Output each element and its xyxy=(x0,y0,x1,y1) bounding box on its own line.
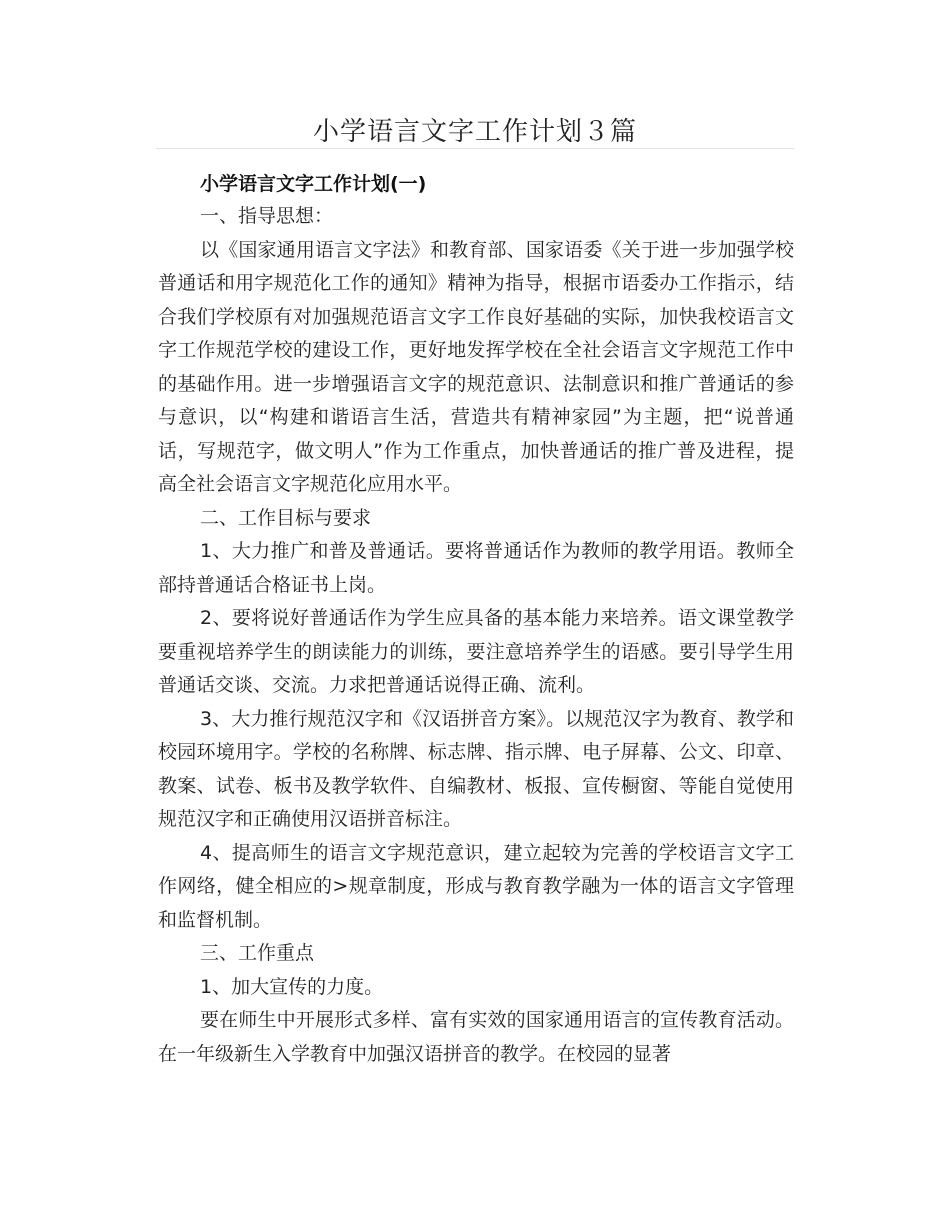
document-body xyxy=(158,168,794,1071)
heading-guiding-ideology: 一、指导思想： xyxy=(200,205,334,227)
paragraph-goal-1: 1、大力推广和普及普通话。要将普通话作为教师的教学用语。教师全部持普通话合格证书上岗。 xyxy=(158,540,794,596)
heading-goals-requirements: 二、工作目标与要求 xyxy=(200,506,372,529)
paragraph-focus-1-heading: 1、加大宣传的力度。 xyxy=(200,975,384,998)
heading-work-focus: 三、工作重点 xyxy=(200,942,315,964)
paragraph-focus-1-body: 要在师生中开展形式多样、富有实效的国家通用语言的宣传教育活动。在一年级新生入学教育中加强汉语拼音的教学。在校园的显著 xyxy=(158,1009,794,1065)
paragraph-goal-3: 3、大力推行规范汉字和《汉语拼音方案》。以规范汉字为教育、教学和校园环境用字。学校的名称牌、标志牌、指示牌、电子屏幕、公文、印章、教案、试卷、板书及教学软件、自编教材、板报、宣传橱窗、等能自觉使用规范汉字和正确使用汉语拼音标注。 xyxy=(158,707,794,830)
paragraph-goal-4: 4、提高师生的语言文字规范意识，建立起较为完善的学校语言文字工作网络，健全相应的>规章制度，形成与教育教学融为一体的语言文字管理和监督机制。 xyxy=(158,841,794,931)
paragraph-guiding-ideology: 以《国家通用语言文字法》和教育部、国家语委《关于进一步加强学校普通话和用字规范化工作的通知》精神为指导，根据市语委办工作指示，结合我们学校原有对加强规范语言文字工作良好基础的实际，加快我校语言文字工作规范学校的建设工作，更好地发挥学校在全社会语言文字规范工作中的基础作用。进一步增强语言文字的规范意识、法制意识和推广普通话的参与意识，以“构建和谐语言生活，营造共有精神家园”为主题，把“说普通话，写规范字，做文明人”作为工作重点，加快普通话的推广普及进程，提高全社会语言文字规范化应用水平。 xyxy=(158,238,794,495)
section-heading: 小学语言文字工作计划(一) xyxy=(200,173,427,195)
document-title: 小学语言文字工作计划３篇 xyxy=(312,117,637,147)
paragraph-goal-2: 2、要将说好普通话作为学生应具备的基本能力来培养。语文课堂教学要重视培养学生的朗读能力的训练，要注意培养学生的语感。要引导学生用普通话交谈、交流。力求把普通话说得正确、流利。 xyxy=(158,607,794,696)
title-divider xyxy=(156,148,794,149)
